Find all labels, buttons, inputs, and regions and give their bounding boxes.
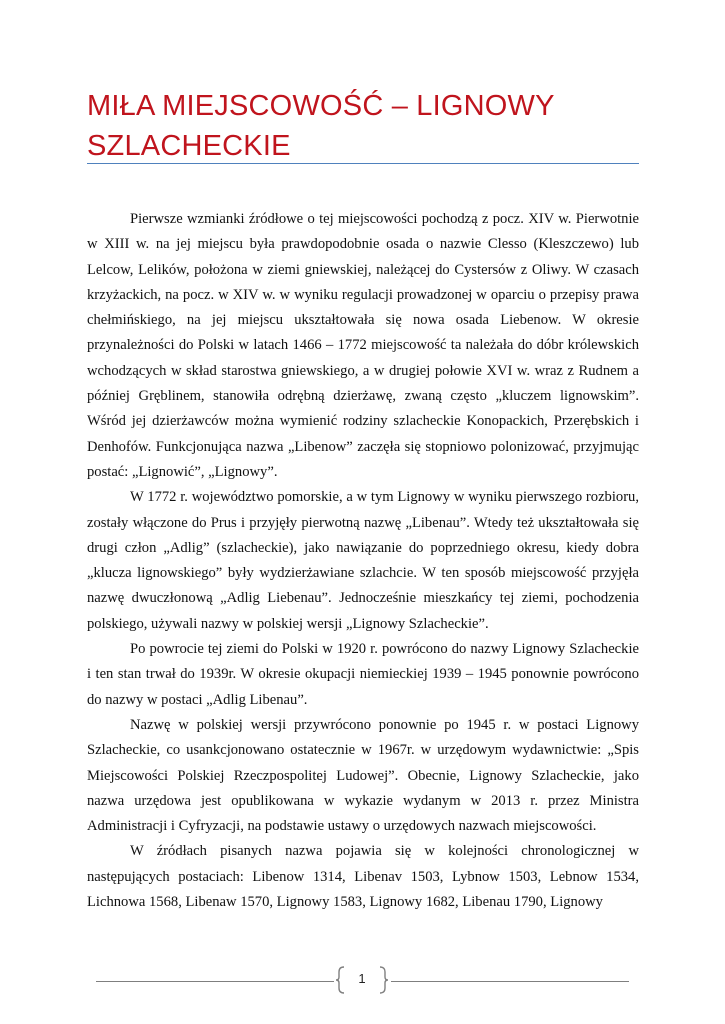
document-title: MIŁA MIEJSCOWOŚĆ – LIGNOWY SZLACHECKIE	[87, 90, 555, 162]
title-underline	[87, 163, 639, 164]
paragraph-partition: W 1772 r. województwo pomorskie, a w tym Lignowy w wyniku pierwszego rozbioru, zostały włączone do Prus i przyjęły pierwotną nazwę „Libenau”. Wtedy też ukształtowała się drugi człon „Adlig” (szlacheckie), jako nawiązanie do poprzedniego okresu, kiedy dobra „klucza lignowskiego” były wydzierżawiane szlachcie. W ten sposób miejscowość przyjęła nazwę dwuczłonową „Adlig Liebenau”. Jednocześnie mieszkańcy tej ziemi, pochodzenia polskiego, używali nazwy w polskiej wersji „Lignowy Szlacheckie”.	[87, 489, 639, 632]
document-body	[87, 207, 639, 915]
paragraph-name-forms: W źródłach pisanych nazwa pojawia się w kolejności chronologicznej w następujących postaciach: Libenow 1314, Libenav 1503, Lybnow 1503, Lebnow 1534, Lichnowa 1568, Libenaw 1570, Lignowy 1583, Lignowy 1682, Libenau 1790, Lignowy	[87, 843, 639, 911]
footer-rule-left	[96, 981, 334, 982]
page-number: 1	[358, 971, 366, 986]
paragraph-official-name: Nazwę w polskiej wersji przywrócono ponownie po 1945 r. w postaci Lignowy Szlacheckie, co usankcjonowano ostatecznie w 1967r. w urzędowym wydawnictwie: „Spis Miejscowości Polskiej Rzeczpospolitej Ludowej”. Obecnie, Lignowy Szlacheckie, jako nazwa urzędowa jest opublikowana w wykazie wydanym w 2013 r. przez Ministra Administracji i Cyfryzacji, na podstawie ustawy o urzędowych nazwach miejscowości.	[87, 716, 639, 835]
footer-rule-right	[391, 981, 629, 982]
paragraph-return-to-poland: Po powrocie tej ziemi do Polski w 1920 r. powrócono do nazwy Lignowy Szlacheckie i ten stan trwał do 1939r. W okresie okupacji niemieckiej 1939 – 1945 ponownie powrócono do nazwy w postaci „Adlig Libenau”.	[87, 641, 639, 708]
paragraph-history-origins: Pierwsze wzmianki źródłowe o tej miejscowości pochodzą z pocz. XIV w. Pierwotnie w XIII w. na jej miejscu była prawdopodobnie osada o nazwie Clesso (Kleszczewo) lub Lelcow, Lelików, położona w ziemi gniewskiej, należącej do Cystersów z Oliwy. W czasach krzyżackich, na pocz. w XIV w. w wyniku regulacji prowadzonej w oparciu o przepisy prawa chełmińskiego, na jej miejscu ukształtowała się nowa osada Liebenow. W okresie przynależności do Polski w latach 1466 – 1772 miejscowość ta należała do dóbr królewskich wchodzących w skład starostwa gniewskiego, a w drugiej połowie XVI w. wraz z Rudnem a później Gręblinem, stanowiła odrębną dzierżawę, zwaną często „kluczem lignowskim”. Wśród jej dzierżawców można wymienić rodziny szlacheckie Konopackich, Przerębskich i Denhofów. Funkcjonująca nazwa „Libenow” zaczęła się stopniowo polonizować, przyjmując postać: „Lignowić”, „Lignowy”.	[87, 211, 639, 480]
